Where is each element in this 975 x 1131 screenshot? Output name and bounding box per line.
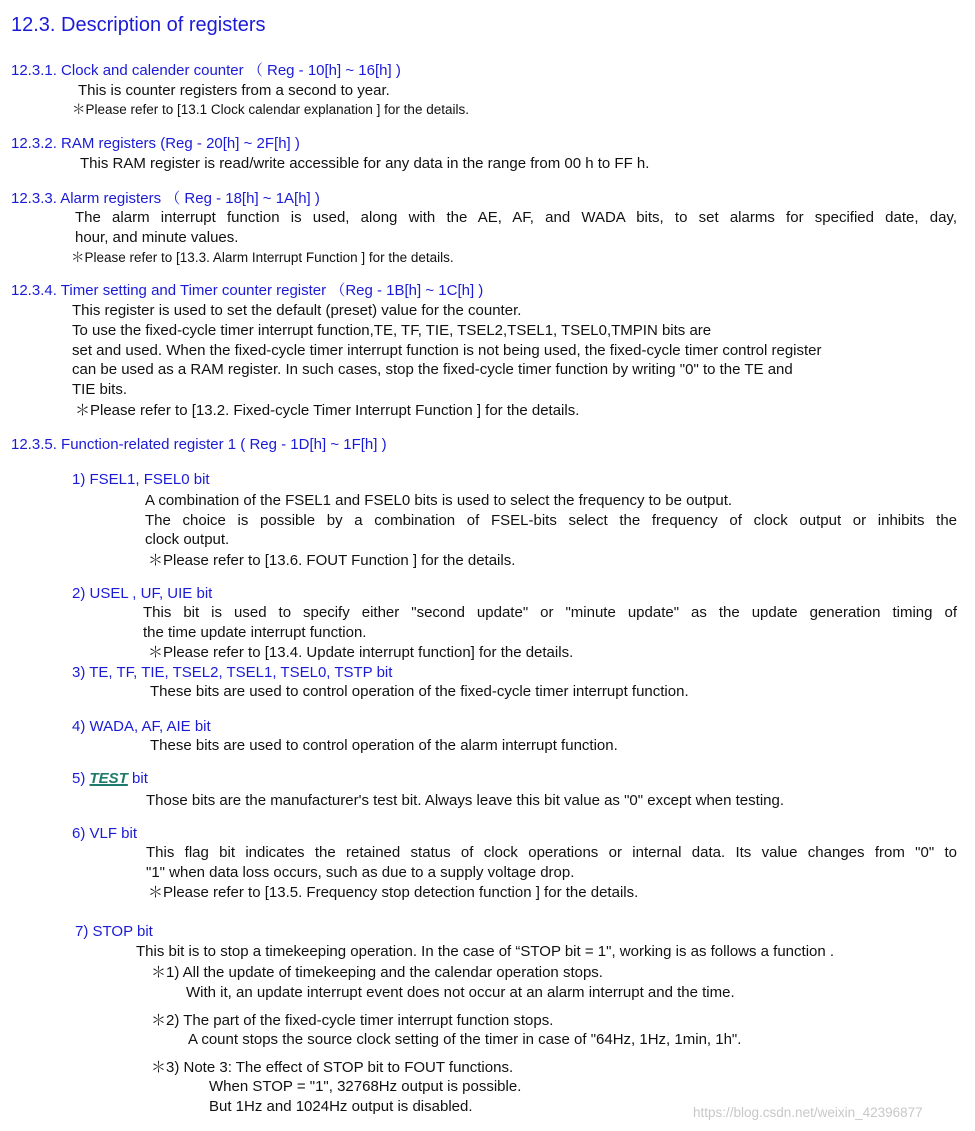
stop-point-3c: But 1Hz and 1024Hz output is disabled. — [209, 1098, 473, 1115]
fsel-note: ＊Please refer to [13.6. FOUT Function ] for the details. — [148, 552, 516, 569]
stop-point-3a: ＊3) Note 3: The effect of STOP bit to FOUT functions. — [151, 1059, 514, 1076]
clock-note: ＊Please refer to [13.1 Clock calendar explanation ] for the details. — [72, 102, 469, 117]
stop-point-2a: ＊2) The part of the fixed-cycle timer interrupt function stops. — [151, 1012, 554, 1029]
timer-desc-3: set and used. When the fixed-cycle timer interrupt function is not being used, the fixed-cycle timer control register — [72, 342, 822, 359]
timer-note: ＊Please refer to [13.2. Fixed-cycle Timer Interrupt Function ] for the details. — [75, 402, 580, 419]
section-heading-clock: 12.3.1. Clock and calender counter （ Reg - 10[h] ~ 16[h] ) — [11, 62, 401, 79]
item-heading-fsel: 1) FSEL1, FSEL0 bit — [72, 471, 210, 488]
section-heading-function: 12.3.5. Function-related register 1 ( Reg - 1D[h] ~ 1F[h] ) — [11, 436, 387, 453]
item-heading-te: 3) TE, TF, TIE, TSEL2, TSEL1, TSEL0, TSTP bit — [72, 664, 393, 681]
ram-desc: This RAM register is read/write accessible for any data in the range from 00 h to FF h. — [80, 155, 650, 172]
stop-point-1a: ＊1) All the update of timekeeping and the calendar operation stops. — [151, 964, 603, 981]
timer-desc-2: To use the fixed-cycle timer interrupt function,TE, TF, TIE, TSEL2,TSEL1, TSEL0,TMPIN bits are — [72, 322, 712, 339]
timer-desc-5: TIE bits. — [72, 381, 128, 398]
usel-desc-2: the time update interrupt function. — [143, 624, 367, 641]
te-desc: These bits are used to control operation of the fixed-cycle timer interrupt function. — [150, 683, 689, 700]
item-heading-stop: 7) STOP bit — [75, 923, 153, 940]
usel-note: ＊Please refer to [13.4. Update interrupt function] for the details. — [148, 644, 574, 661]
stop-point-1b: With it, an update interrupt event does not occur at an alarm interrupt and the time. — [186, 984, 735, 1001]
vlf-desc-2: "1" when data loss occurs, such as due to a supply voltage drop. — [146, 864, 575, 881]
page-title: 12.3. Description of registers — [11, 14, 266, 36]
clock-desc: This is counter registers from a second to year. — [78, 82, 390, 99]
alarm-note: ＊Please refer to [13.3. Alarm Interrupt Function ] for the details. — [71, 250, 454, 265]
stop-desc: This bit is to stop a timekeeping operation. In the case of “STOP bit = 1", working is as follows a function . — [136, 943, 835, 960]
test-desc: Those bits are the manufacturer's test bit. Always leave this bit value as "0" except when testing. — [146, 792, 785, 809]
usel-desc-1: This bit is used to specify either "second update" or "minute update" as the update generation timing of — [143, 604, 957, 621]
watermark: https://blog.csdn.net/weixin_42396877 — [693, 1105, 923, 1120]
fsel-desc-3: clock output. — [145, 531, 230, 548]
vlf-desc-1: This flag bit indicates the retained status of clock operations or internal data. Its value changes from "0" to — [146, 844, 957, 861]
stop-point-3b: When STOP = "1", 32768Hz output is possible. — [209, 1078, 522, 1095]
test-suffix: bit — [127, 770, 148, 787]
item-heading-wada: 4) WADA, AF, AIE bit — [72, 718, 211, 735]
test-link[interactable]: TEST — [89, 770, 128, 787]
section-heading-alarm: 12.3.3. Alarm registers （ Reg - 18[h] ~ 1A[h] ) — [11, 190, 320, 207]
timer-desc-1: This register is used to set the default (preset) value for the counter. — [72, 302, 522, 319]
fsel-desc-1: A combination of the FSEL1 and FSEL0 bits is used to select the frequency to be output. — [145, 492, 733, 509]
wada-desc: These bits are used to control operation of the alarm interrupt function. — [150, 737, 618, 754]
alarm-desc-1: The alarm interrupt function is used, along with the AE, AF, and WADA bits, to set alarms for specified date, day, — [75, 209, 957, 226]
vlf-note: ＊Please refer to [13.5. Frequency stop detection function ] for the details. — [148, 884, 639, 901]
item-heading-test — [72, 769, 148, 789]
timer-desc-4: can be used as a RAM register. In such cases, stop the fixed-cycle timer function by writing "0" to the TE and — [72, 361, 793, 378]
section-heading-timer: 12.3.4. Timer setting and Timer counter register （Reg - 1B[h] ~ 1C[h] ) — [11, 282, 484, 299]
item-heading-usel: 2) USEL , UF, UIE bit — [72, 585, 213, 602]
stop-point-2b: A count stops the source clock setting of the timer in case of "64Hz, 1Hz, 1min, 1h". — [188, 1031, 742, 1048]
fsel-desc-2: The choice is possible by a combination of FSEL-bits select the frequency of clock output or inhibits the — [145, 512, 957, 529]
test-prefix: 5) — [72, 770, 90, 787]
item-heading-vlf: 6) VLF bit — [72, 825, 138, 842]
alarm-desc-2: hour, and minute values. — [75, 229, 239, 246]
section-heading-ram: 12.3.2. RAM registers (Reg - 20[h] ~ 2F[h] ) — [11, 135, 300, 152]
